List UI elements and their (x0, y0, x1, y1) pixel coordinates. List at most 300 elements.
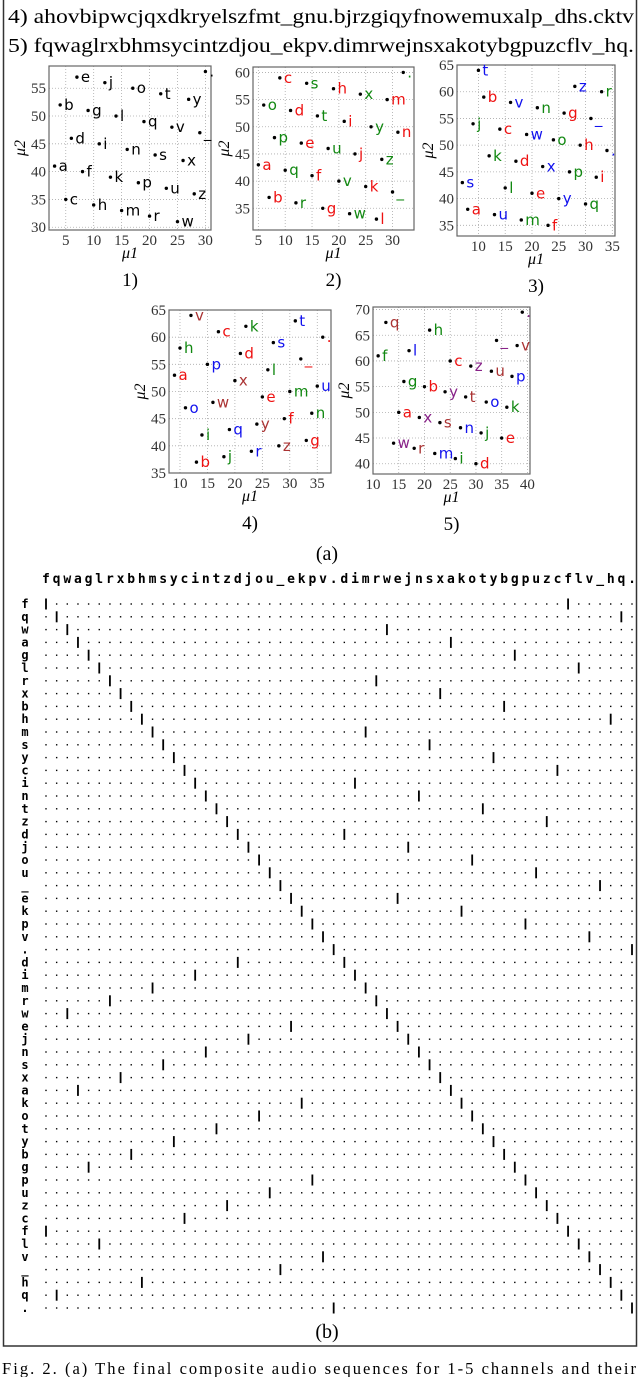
non-match-dot (248, 616, 249, 617)
data-point (461, 181, 464, 184)
non-match-dot (258, 1051, 259, 1052)
non-match-dot (269, 987, 270, 988)
non-match-dot (99, 1103, 100, 1104)
non-match-dot (322, 1295, 323, 1296)
non-match-dot (237, 1026, 238, 1027)
non-match-dot (205, 834, 206, 835)
non-match-dot (525, 1269, 526, 1270)
non-match-dot (301, 1307, 302, 1308)
non-match-dot (141, 1269, 142, 1270)
non-match-dot (344, 1307, 345, 1308)
non-match-dot (610, 1154, 611, 1155)
non-match-dot (514, 616, 515, 617)
non-match-dot (557, 1231, 558, 1232)
non-match-dot (631, 1282, 632, 1283)
non-match-dot (301, 1128, 302, 1129)
match-bar (503, 701, 505, 712)
non-match-dot (258, 872, 259, 873)
data-point-label: w (181, 212, 194, 231)
non-match-dot (493, 783, 494, 784)
y-tick-label: 60 (439, 84, 454, 101)
non-match-dot (109, 1231, 110, 1232)
non-match-dot (397, 962, 398, 963)
non-match-dot (290, 1179, 291, 1180)
non-match-dot (280, 1218, 281, 1219)
non-match-dot (216, 655, 217, 656)
non-match-dot (173, 1064, 174, 1065)
non-match-dot (386, 1077, 387, 1078)
non-match-dot (621, 987, 622, 988)
non-match-dot (397, 1231, 398, 1232)
non-match-dot (131, 821, 132, 822)
non-match-dot (450, 1039, 451, 1040)
non-match-dot (194, 1269, 195, 1270)
non-match-dot (610, 693, 611, 694)
non-match-dot (109, 1115, 110, 1116)
non-match-dot (99, 1115, 100, 1116)
non-match-dot (56, 655, 57, 656)
non-match-dot (567, 744, 568, 745)
non-match-dot (429, 949, 430, 950)
non-match-dot (482, 1013, 483, 1014)
non-match-dot (578, 1103, 579, 1104)
data-point (479, 431, 482, 434)
non-match-dot (578, 1256, 579, 1257)
non-match-dot (194, 911, 195, 912)
non-match-dot (322, 911, 323, 912)
non-match-dot (344, 1269, 345, 1270)
non-match-dot (56, 1077, 57, 1078)
non-match-dot (333, 642, 334, 643)
non-match-dot (408, 680, 409, 681)
non-match-dot (546, 1179, 547, 1180)
non-match-dot (599, 731, 600, 732)
non-match-dot (216, 719, 217, 720)
non-match-dot (589, 680, 590, 681)
non-match-dot (631, 834, 632, 835)
non-match-dot (301, 975, 302, 976)
non-match-dot (67, 757, 68, 758)
y-tick-label: 45 (235, 146, 250, 163)
non-match-dot (418, 770, 419, 771)
non-match-dot (45, 847, 46, 848)
non-match-dot (56, 1167, 57, 1168)
non-match-dot (525, 885, 526, 886)
data-point (288, 390, 291, 393)
non-match-dot (120, 731, 121, 732)
non-match-dot (77, 1013, 78, 1014)
non-match-dot (376, 1295, 377, 1296)
non-match-dot (535, 770, 536, 771)
non-match-dot (269, 655, 270, 656)
non-match-dot (88, 629, 89, 630)
non-match-dot (503, 1231, 504, 1232)
non-match-dot (493, 642, 494, 643)
non-match-dot (216, 936, 217, 937)
non-match-dot (610, 1039, 611, 1040)
non-match-dot (386, 923, 387, 924)
non-match-dot (258, 655, 259, 656)
non-match-dot (248, 1051, 249, 1052)
non-match-dot (386, 1103, 387, 1104)
non-match-dot (67, 1282, 68, 1283)
non-match-dot (77, 987, 78, 988)
non-match-dot (408, 1103, 409, 1104)
sequence-line-5: 5) fqwaglrxbhmsycintzdjou_ekpv.dimrwejnsxakotybgpuzcflv_hq. (8, 35, 634, 57)
non-match-dot (226, 1243, 227, 1244)
non-match-dot (248, 795, 249, 796)
data-point (469, 364, 472, 367)
non-match-dot (152, 757, 153, 758)
data-point (321, 207, 324, 210)
non-match-dot (312, 1077, 313, 1078)
non-match-dot (312, 975, 313, 976)
non-match-dot (599, 1231, 600, 1232)
non-match-dot (503, 1256, 504, 1257)
non-match-dot (546, 1128, 547, 1129)
non-match-dot (163, 1167, 164, 1168)
non-match-dot (418, 1141, 419, 1142)
non-match-dot (546, 693, 547, 694)
non-match-dot (45, 770, 46, 771)
non-match-dot (237, 1256, 238, 1257)
non-match-dot (418, 847, 419, 848)
non-match-dot (589, 655, 590, 656)
non-match-dot (290, 911, 291, 912)
matrix-row-label: h (21, 712, 29, 727)
non-match-dot (45, 1192, 46, 1193)
non-match-dot (301, 808, 302, 809)
non-match-dot (216, 1231, 217, 1232)
non-match-dot (418, 1026, 419, 1027)
non-match-dot (567, 1179, 568, 1180)
non-match-dot (77, 1039, 78, 1040)
non-match-dot (621, 693, 622, 694)
non-match-dot (365, 1295, 366, 1296)
panel-b-label: (b) (315, 1321, 339, 1343)
non-match-dot (216, 1115, 217, 1116)
non-match-dot (184, 680, 185, 681)
non-match-dot (450, 1205, 451, 1206)
non-match-dot (141, 603, 142, 604)
non-match-dot (525, 1026, 526, 1027)
non-match-dot (408, 744, 409, 745)
match-bar (280, 1264, 282, 1275)
non-match-dot (525, 847, 526, 848)
non-match-dot (248, 1179, 249, 1180)
non-match-dot (88, 1154, 89, 1155)
non-match-dot (205, 1090, 206, 1091)
non-match-dot (226, 1154, 227, 1155)
non-match-dot (589, 1307, 590, 1308)
non-match-dot (365, 911, 366, 912)
non-match-dot (440, 616, 441, 617)
non-match-dot (131, 1128, 132, 1129)
non-match-dot (440, 603, 441, 604)
match-bar (194, 970, 196, 981)
non-match-dot (173, 1013, 174, 1014)
non-match-dot (408, 1192, 409, 1193)
non-match-dot (109, 1039, 110, 1040)
non-match-dot (280, 975, 281, 976)
non-match-dot (333, 975, 334, 976)
non-match-dot (429, 1090, 430, 1091)
match-bar (620, 1290, 622, 1301)
non-match-dot (248, 1013, 249, 1014)
match-bar (226, 816, 228, 827)
non-match-dot (163, 872, 164, 873)
non-match-dot (440, 821, 441, 822)
non-match-dot (376, 1039, 377, 1040)
non-match-dot (258, 1154, 259, 1155)
non-match-dot (514, 667, 515, 668)
non-match-dot (461, 1243, 462, 1244)
non-match-dot (344, 911, 345, 912)
non-match-dot (269, 1205, 270, 1206)
non-match-dot (67, 975, 68, 976)
non-match-dot (163, 616, 164, 617)
non-match-dot (344, 795, 345, 796)
non-match-dot (557, 783, 558, 784)
non-match-dot (141, 680, 142, 681)
non-match-dot (109, 1256, 110, 1257)
match-bar (56, 1290, 58, 1301)
non-match-dot (120, 821, 121, 822)
non-match-dot (322, 898, 323, 899)
y-axis-label: μ2 (420, 142, 437, 159)
match-bar (333, 944, 335, 955)
non-match-dot (152, 719, 153, 720)
non-match-dot (589, 1064, 590, 1065)
non-match-dot (67, 680, 68, 681)
non-match-dot (99, 975, 100, 976)
non-match-dot (610, 1128, 611, 1129)
non-match-dot (280, 1128, 281, 1129)
non-match-dot (408, 962, 409, 963)
non-match-dot (258, 1179, 259, 1180)
non-match-dot (237, 770, 238, 771)
non-match-dot (386, 872, 387, 873)
non-match-dot (312, 1269, 313, 1270)
non-match-dot (344, 642, 345, 643)
non-match-dot (599, 1167, 600, 1168)
non-match-dot (514, 1218, 515, 1219)
non-match-dot (503, 1192, 504, 1193)
non-match-dot (557, 693, 558, 694)
non-match-dot (589, 1077, 590, 1078)
data-point (546, 224, 549, 227)
non-match-dot (45, 719, 46, 720)
non-match-dot (621, 1064, 622, 1065)
non-match-dot (333, 757, 334, 758)
non-match-dot (269, 1103, 270, 1104)
non-match-dot (429, 1026, 430, 1027)
non-match-dot (99, 719, 100, 720)
non-match-dot (429, 1051, 430, 1052)
match-bar (141, 1277, 143, 1288)
match-bar (386, 624, 388, 635)
non-match-dot (237, 667, 238, 668)
non-match-dot (557, 1282, 558, 1283)
non-match-dot (269, 834, 270, 835)
data-point-label: l (380, 210, 385, 229)
non-match-dot (258, 642, 259, 643)
non-match-dot (163, 834, 164, 835)
non-match-dot (290, 1077, 291, 1078)
non-match-dot (173, 616, 174, 617)
non-match-dot (365, 821, 366, 822)
data-point-label: s (277, 333, 286, 352)
non-match-dot (301, 1026, 302, 1027)
non-match-dot (290, 795, 291, 796)
non-match-dot (131, 680, 132, 681)
non-match-dot (205, 1269, 206, 1270)
non-match-dot (77, 1256, 78, 1257)
data-point (495, 339, 498, 342)
non-match-dot (525, 731, 526, 732)
non-match-dot (429, 719, 430, 720)
non-match-dot (226, 1051, 227, 1052)
non-match-dot (589, 834, 590, 835)
non-match-dot (280, 603, 281, 604)
non-match-dot (557, 808, 558, 809)
non-match-dot (88, 1295, 89, 1296)
non-match-dot (258, 949, 259, 950)
non-match-dot (365, 872, 366, 873)
data-point (262, 103, 265, 106)
non-match-dot (322, 1269, 323, 1270)
non-match-dot (493, 859, 494, 860)
non-match-dot (365, 962, 366, 963)
non-match-dot (312, 821, 313, 822)
non-match-dot (290, 1231, 291, 1232)
non-match-dot (99, 911, 100, 912)
non-match-dot (141, 911, 142, 912)
non-match-dot (397, 783, 398, 784)
data-point-label: _ (203, 123, 212, 142)
non-match-dot (578, 1090, 579, 1091)
match-bar (578, 663, 580, 674)
non-match-dot (301, 616, 302, 617)
non-match-dot (216, 975, 217, 976)
non-match-dot (280, 1243, 281, 1244)
x-axis-label: μ1 (527, 251, 545, 268)
non-match-dot (269, 744, 270, 745)
non-match-dot (152, 898, 153, 899)
non-match-dot (184, 1269, 185, 1270)
non-match-dot (525, 1205, 526, 1206)
non-match-dot (184, 603, 185, 604)
non-match-dot (67, 1026, 68, 1027)
data-point (176, 220, 179, 223)
non-match-dot (546, 616, 547, 617)
non-match-dot (354, 1192, 355, 1193)
non-match-dot (418, 667, 419, 668)
data-point-label: e (305, 134, 315, 153)
non-match-dot (248, 872, 249, 873)
non-match-dot (493, 731, 494, 732)
non-match-dot (120, 680, 121, 681)
non-match-dot (557, 898, 558, 899)
non-match-dot (131, 731, 132, 732)
non-match-dot (67, 1167, 68, 1168)
non-match-dot (109, 1013, 110, 1014)
data-point-label: o (136, 79, 146, 98)
non-match-dot (173, 1103, 174, 1104)
non-match-dot (269, 1243, 270, 1244)
non-match-dot (205, 1115, 206, 1116)
non-match-dot (205, 1039, 206, 1040)
non-match-dot (226, 1115, 227, 1116)
non-match-dot (258, 744, 259, 745)
non-match-dot (88, 680, 89, 681)
non-match-dot (386, 1026, 387, 1027)
non-match-dot (163, 885, 164, 886)
non-match-dot (269, 1077, 270, 1078)
match-bar (269, 867, 271, 878)
non-match-dot (280, 949, 281, 950)
non-match-dot (354, 885, 355, 886)
non-match-dot (109, 847, 110, 848)
data-point (131, 87, 134, 90)
non-match-dot (610, 923, 611, 924)
non-match-dot (418, 1103, 419, 1104)
non-match-dot (312, 744, 313, 745)
non-match-dot (99, 936, 100, 937)
match-bar (269, 1187, 271, 1198)
non-match-dot (397, 655, 398, 656)
match-bar (471, 855, 473, 866)
non-match-dot (109, 629, 110, 630)
non-match-dot (546, 680, 547, 681)
non-match-dot (450, 885, 451, 886)
y-tick-label: 35 (31, 192, 46, 209)
non-match-dot (258, 975, 259, 976)
non-match-dot (546, 1154, 547, 1155)
non-match-dot (450, 795, 451, 796)
non-match-dot (525, 616, 526, 617)
non-match-dot (386, 987, 387, 988)
non-match-dot (503, 629, 504, 630)
non-match-dot (322, 1205, 323, 1206)
non-match-dot (99, 770, 100, 771)
non-match-dot (365, 770, 366, 771)
non-match-dot (493, 923, 494, 924)
non-match-dot (131, 642, 132, 643)
non-match-dot (567, 770, 568, 771)
sequence-line-4: 4) ahovbipwcjqxdkryelszfmt_gnu.bjrzgiqyfnowemuxalp_dhs.cktv (8, 6, 634, 28)
non-match-dot (535, 936, 536, 937)
non-match-dot (610, 872, 611, 873)
non-match-dot (429, 603, 430, 604)
non-match-dot (77, 923, 78, 924)
non-match-dot (45, 923, 46, 924)
non-match-dot (386, 949, 387, 950)
non-match-dot (333, 1205, 334, 1206)
non-match-dot (109, 1205, 110, 1206)
y-tick-label: 65 (439, 58, 454, 74)
non-match-dot (386, 1154, 387, 1155)
non-match-dot (621, 731, 622, 732)
matrix-row-label: v (21, 1249, 29, 1264)
non-match-dot (184, 987, 185, 988)
non-match-dot (450, 731, 451, 732)
non-match-dot (120, 1090, 121, 1091)
non-match-dot (163, 962, 164, 963)
non-match-dot (99, 1128, 100, 1129)
non-match-dot (237, 1115, 238, 1116)
non-match-dot (88, 885, 89, 886)
